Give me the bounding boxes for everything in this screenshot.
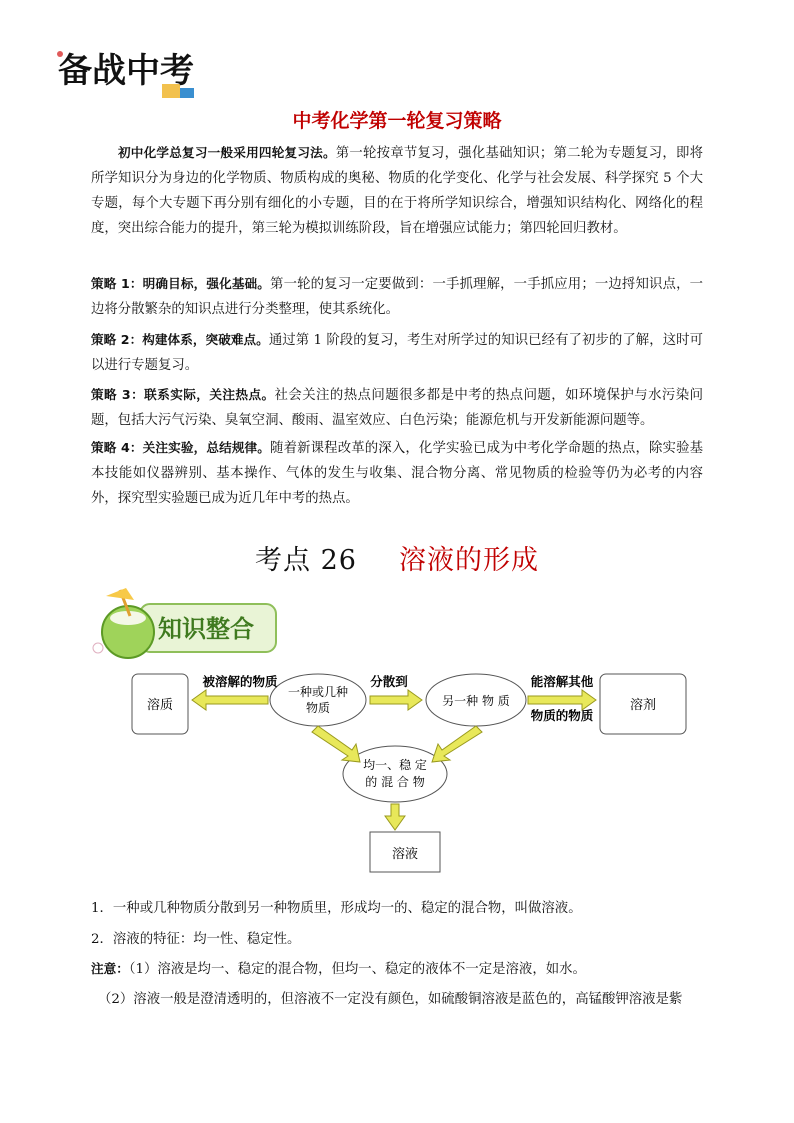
solution-label: 溶液 [391, 847, 419, 862]
logo-text: 备战中考 [58, 51, 194, 91]
strategy-text: 社会关注的热点问题很多都是中考的热点问题，如环境保护与水污染问题，包括大污气污染、臭氧空洞、酸雨、温室效应、白色污染；能源危机与开发新能源问题等。 [91, 388, 703, 428]
edge-label-solvent-1: 能溶解其他 [530, 674, 594, 689]
strategy-text: 随着新课程改革的深入，化学实验已成为中考化学命题的热点，除实验基本技能如仪器辨别、基本操作、气体的发生与收集、混合物分离、常见物质的检验等仍为必考的内容外，探究型实验题已成为近几年中考的热点。 [91, 441, 703, 506]
strategy-3 [91, 382, 703, 433]
umbrella-icon [106, 588, 134, 600]
definition-line: 1．一种或几种物质分散到另一种物质里，形成均一的、稳定的混合物，叫做溶液。 [91, 901, 582, 916]
mixture-line1: 均一、稳 定 [363, 758, 427, 772]
intro-paragraph [91, 140, 703, 241]
note-label: 注意： [91, 961, 129, 976]
arrow-substance-to-mixture [312, 726, 360, 762]
arrow-to-solvent [528, 690, 596, 710]
strategy-head: 策略 1：明确目标，强化基础。 [91, 276, 271, 291]
flower-icon [93, 643, 103, 653]
kaodian-number: 考点 26 [255, 545, 357, 576]
another-substance-label: 另一种 物 质 [442, 694, 510, 708]
note-line-2: （2）溶液一般是澄清透明的，但溶液不一定没有颜色，如硫酸铜溶液是蓝色的，高锰酸钾溶液是紫 [98, 992, 683, 1007]
strategy-head: 策略 3：联系实际，关注热点。 [91, 387, 275, 402]
edge-label-solvent-2: 物质的物质 [530, 708, 594, 723]
solute-label: 溶质 [146, 698, 174, 713]
strategy-head: 策略 4：关注实验，总结规律。 [91, 440, 271, 455]
substance-line1: 一种或几种 [287, 685, 349, 699]
feature-line: 2．溶液的特征：均一性、稳定性。 [91, 932, 301, 947]
topic-title: 溶液的形成 [398, 545, 539, 576]
banner-text: 知识整合 [158, 615, 254, 643]
note-line-1 [91, 958, 703, 977]
strategy-text: 第一轮的复习一定要做到：一手抓理解，一手抓应用；一边捋知识点，一边将分散繁杂的知识点进行分类整理，使其系统化。 [91, 277, 703, 317]
mixture-line2: 的 混 合 物 [365, 775, 425, 789]
edge-label-disperse: 分散到 [370, 674, 408, 689]
strategy-4 [91, 435, 703, 511]
arrow-to-another [370, 690, 422, 710]
section-heading [0, 538, 794, 577]
document-title: 中考化学第一轮复习策略 [292, 110, 502, 132]
edge-label-solute: 被溶解的物质 [202, 674, 278, 689]
strategy-1 [91, 271, 703, 322]
arrow-to-solute [192, 690, 268, 710]
strategy-text: 通过第 1 阶段的复习，考生对所学过的知识已经有了初步的了解，这时可以进行专题复习。 [91, 333, 703, 373]
brand-logo [52, 44, 212, 106]
arrow-mixture-to-solution [385, 804, 405, 830]
solution-concept-diagram [120, 662, 700, 882]
intro-text: 第一轮按章节复习，强化基础知识；第二轮为专题复习，即将所学知识分为身边的化学物质、物质构成的奥秘、物质的化学变化、化学与社会发展、科学探究 5 个大专题，每个大专题下再分别有细化的小专题，目的在于将所学知识综合，增强知识结构化、网络化的程度，突出综合能力的提升，第三轮为模拟训练阶段，旨在增强应试能力；第四轮回归教材。 [91, 146, 704, 236]
solvent-label: 溶剂 [629, 698, 657, 713]
substance-node [270, 674, 366, 726]
arrow-another-to-mixture [432, 726, 482, 762]
note-text-1: （1）溶液是均一、稳定的混合物，但均一、稳定的液体不一定是溶液，如水。 [128, 962, 586, 977]
strategy-head: 策略 2：构建体系，突破难点。 [91, 332, 269, 347]
knowledge-banner [90, 582, 280, 662]
intro-lead: 初中化学总复习一般采用四轮复习法。 [118, 145, 336, 160]
substance-line2: 物质 [305, 701, 331, 715]
strategy-2 [91, 327, 703, 378]
